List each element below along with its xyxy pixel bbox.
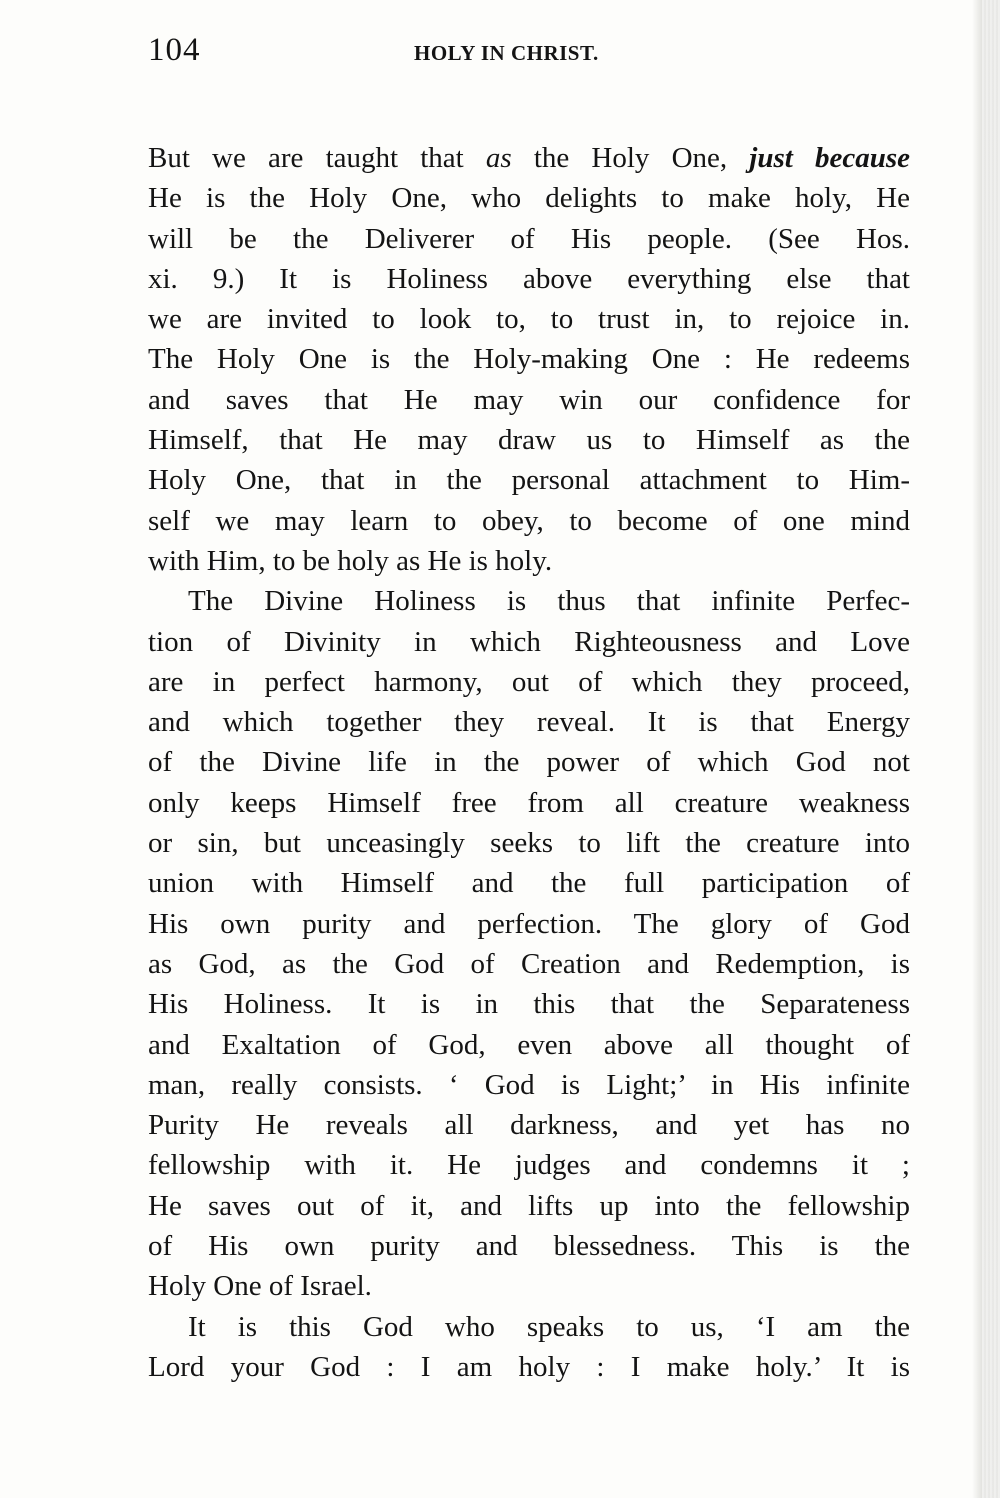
text-line xyxy=(148,1145,910,1185)
text-segment: His Holiness. It is in this that the Separateness xyxy=(148,988,910,1021)
text-line xyxy=(148,299,910,339)
text-segment: Himself, that He may draw us to Himself as the xyxy=(148,424,910,457)
text-line xyxy=(148,823,910,863)
text-line xyxy=(148,1025,910,1065)
page-header xyxy=(148,30,910,74)
text-segment: He saves out of it, and lifts up into the fellowship xyxy=(148,1189,910,1222)
text-segment: are in perfect harmony, out of which they proceed, xyxy=(148,665,910,698)
text-line xyxy=(148,339,910,379)
text-line xyxy=(148,783,910,823)
text-segment: The Holy One is the Holy-making One : He redeems xyxy=(148,343,910,376)
text-segment: fellowship with it. He judges and condemns it ; xyxy=(148,1149,910,1182)
text-segment: xi. 9.) It is Holiness above everything else that xyxy=(148,262,910,295)
body-text xyxy=(148,138,910,1387)
text-line xyxy=(148,1065,910,1105)
text-line xyxy=(148,219,910,259)
paragraph xyxy=(148,138,910,581)
text-line xyxy=(148,1105,910,1145)
text-segment: as xyxy=(485,142,512,174)
text-segment: Holy One of Israel. xyxy=(148,1270,372,1303)
text-segment: only keeps Himself free from all creature weakness xyxy=(148,786,910,819)
text-line xyxy=(148,1226,910,1266)
text-line xyxy=(148,1347,910,1387)
text-segment: Purity He reveals all darkness, and yet has no xyxy=(148,1109,910,1142)
text-segment: we are invited to look to, to trust in, to rejoice in. xyxy=(148,303,910,336)
text-segment: with Him, to be holy as He is holy. xyxy=(148,544,553,577)
text-line xyxy=(148,581,910,621)
paragraph xyxy=(148,581,910,1306)
text-segment: or sin, but unceasingly seeks to lift the creature into xyxy=(148,827,910,860)
text-line xyxy=(148,742,910,782)
text-segment: He is the Holy One, who delights to make holy, He xyxy=(148,182,910,215)
text-segment: of the Divine life in the power of which God not xyxy=(148,746,910,779)
text-line xyxy=(148,541,910,581)
text-segment: just because xyxy=(749,142,911,174)
text-line xyxy=(148,460,910,500)
text-line xyxy=(148,259,910,299)
text-line xyxy=(148,420,910,460)
text-line xyxy=(148,944,910,984)
text-segment: It is this God who speaks to us, ‘I am the xyxy=(188,1310,910,1343)
text-line xyxy=(148,622,910,662)
page-number: 104 xyxy=(148,32,201,68)
text-line xyxy=(148,138,910,178)
text-segment: and Exaltation of God, even above all thought of xyxy=(148,1028,910,1061)
text-segment: the Holy One, xyxy=(511,142,750,174)
running-title: HOLY IN CHRIST. xyxy=(414,41,599,65)
page-edge-stack xyxy=(982,0,1000,1498)
text-segment: union with Himself and the full participation of xyxy=(148,867,910,900)
page-edge-shadow xyxy=(972,0,982,1498)
text-line xyxy=(148,1266,910,1306)
text-segment: But we are taught that xyxy=(148,142,486,174)
text-segment: and which together they reveal. It is that Energy xyxy=(148,706,910,739)
text-line xyxy=(148,904,910,944)
text-segment: Holy One, that in the personal attachment to Him- xyxy=(148,464,910,497)
text-segment: Lord your God : I am holy : I make holy.’ It is xyxy=(148,1350,910,1383)
text-segment: as God, as the God of Creation and Redemption, is xyxy=(148,947,910,980)
text-line xyxy=(148,501,910,541)
text-segment: will be the Deliverer of His people. (See Hos. xyxy=(148,222,910,255)
text-segment: His own purity and perfection. The glory of God xyxy=(148,907,910,940)
text-segment: self we may learn to obey, to become of one mind xyxy=(148,504,910,537)
text-segment: tion of Divinity in which Righteousness and Love xyxy=(148,625,910,658)
text-line xyxy=(148,1307,910,1347)
text-segment: The Divine Holiness is thus that infinite Perfec- xyxy=(188,585,910,618)
text-segment: of His own purity and blessedness. This is the xyxy=(148,1230,910,1263)
text-line xyxy=(148,984,910,1024)
paragraph xyxy=(148,1307,910,1388)
text-line xyxy=(148,662,910,702)
text-line xyxy=(148,1186,910,1226)
text-line xyxy=(148,380,910,420)
text-segment: man, really consists. ‘ God is Light;’ in His infinite xyxy=(148,1068,910,1101)
text-line xyxy=(148,863,910,903)
text-line xyxy=(148,702,910,742)
text-segment: and saves that He may win our confidence for xyxy=(148,383,910,416)
text-line xyxy=(148,178,910,218)
